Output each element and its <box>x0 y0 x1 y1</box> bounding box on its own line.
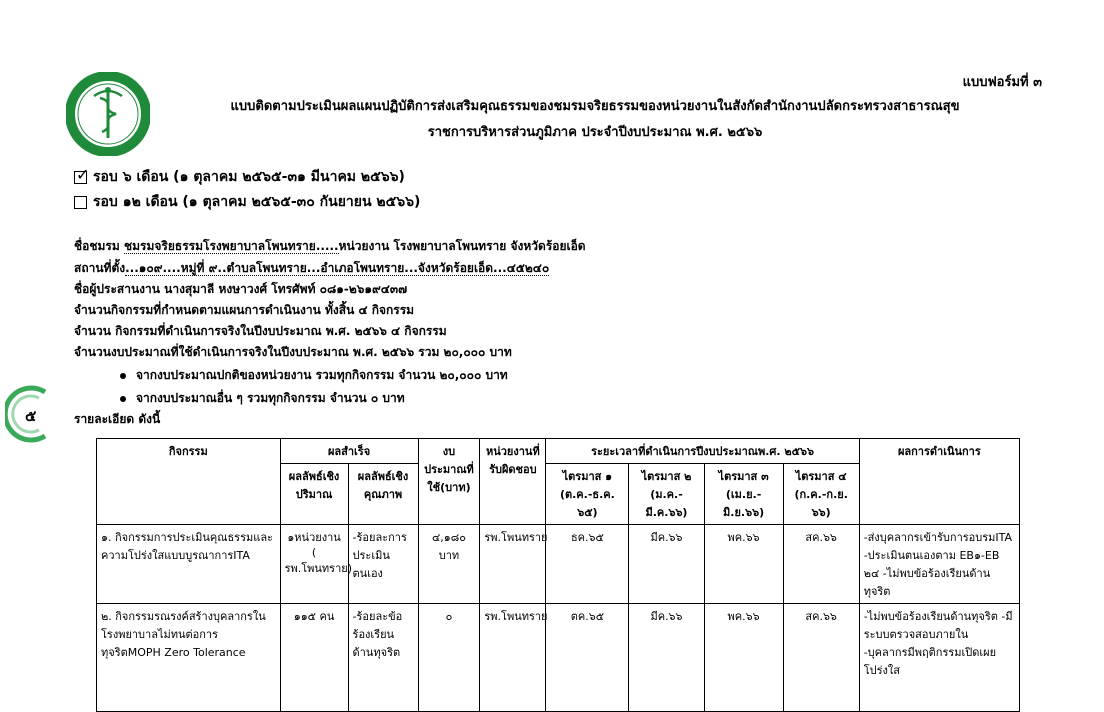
header-unit: หน่วยงานที่รับผิดชอบ <box>480 439 546 525</box>
coordinator-line: ชื่อผู้ประสานงาน นางสุมาลี หงษาวงศ์ โทรศัพท์ ๐๘๑-๒๖๑๙๔๓๗ <box>74 282 408 296</box>
cell-q2: มีค.๖๖ <box>629 525 704 604</box>
header-q3: ไตรมาส ๓ (เม.ย.-มิ.ย.๖๖) <box>704 464 783 525</box>
header-budget: งบประมาณที่ใช้(บาท) <box>418 439 480 525</box>
round-label: รอบ ๖ เดือน (๑ ตุลาคม ๒๕๖๕-๓๑ มีนาคม ๒๕๖๖) <box>93 169 405 185</box>
header-q4: ไตรมาส ๔ (ก.ค.-ก.ย. ๖๖) <box>783 464 859 525</box>
ministry-logo <box>66 72 150 156</box>
checkbox-unchecked-icon[interactable] <box>74 196 87 209</box>
page-number-badge <box>5 384 51 444</box>
cell-outcome: -ส่งบุคลากรเข้ารับการอบรมITA -ประเมินตนเองตาม EB๑-EB ๒๔ -ไม่พบข้อร้องเรียนด้านทุจริต <box>859 525 1019 604</box>
round-12-month[interactable] <box>74 191 420 213</box>
cell-activity: ๑. กิจกรรมการประเมินคุณธรรมและความโปร่งใสแบบบูรณาการITA <box>97 525 281 604</box>
round-6-month[interactable] <box>74 166 405 188</box>
location-prefix: สถานที่ตั้ง <box>74 261 126 275</box>
budget-regular-text: จากงบประมาณปกติของหน่วยงาน รวมทุกกิจกรรม จำนวน ๒๐,๐๐๐ บาท <box>136 368 508 382</box>
header-period: ระยะเวลาที่ดำเนินการปีงบประมาณพ.ศ. ๒๕๖๖ <box>546 439 859 464</box>
cell-q1: ธค.๖๕ <box>546 525 629 604</box>
table-row <box>97 604 1020 712</box>
page-number: ๕ <box>25 407 37 425</box>
header-result: ผลสำเร็จ <box>280 439 418 464</box>
cell-quality: -ร้อยละข้อร้องเรียนด้านทุจริต <box>348 604 418 712</box>
cell-q4: สค.๖๖ <box>783 525 859 604</box>
cell-quality: -ร้อยละการประเมินตนเอง <box>348 525 418 604</box>
cell-q2: มีค.๖๖ <box>629 604 704 712</box>
cell-budget: ๔,๑๘๐ บาท <box>418 525 480 604</box>
checkbox-checked-icon[interactable]: ✓ <box>76 164 90 184</box>
header-quantity: ผลลัพธ์เชิงปริมาณ <box>280 464 348 525</box>
cell-quantity: ๑หน่วยงาน ( รพ.โพนทราย) <box>280 525 348 604</box>
cell-quantity: ๑๑๕ คน <box>280 604 348 712</box>
form-number: แบบฟอร์มที่ ๓ <box>962 75 1042 90</box>
cell-unit: รพ.โพนทราย <box>480 525 546 604</box>
bullet-icon <box>120 396 126 402</box>
details-label: รายละเอียด ดังนี้ <box>74 412 161 426</box>
budget-other-text: จากงบประมาณอื่น ๆ รวมทุกกิจกรรม จำนวน ๐ บาท <box>136 391 405 405</box>
header-activity: กิจกรรม <box>97 439 281 525</box>
location-line <box>74 259 549 278</box>
header-outcome: ผลการดำเนินการ <box>859 439 1019 525</box>
planned-activities-line: จำนวนกิจกรรมที่กำหนดตามแผนการดำเนินงาน ทั้งสิ้น ๔ กิจกรรม <box>74 303 415 317</box>
cell-outcome: -ไม่พบข้อร้องเรียนด้านทุจริต -มีระบบตรวจสอบภายใน -บุคลากรมีพฤติกรรมเปิดเผยโปร่งใส <box>859 604 1019 712</box>
budget-regular-item <box>120 366 508 385</box>
round-label: รอบ ๑๒ เดือน (๑ ตุลาคม ๒๕๖๕-๓๐ กันยายน ๒๕๖๖) <box>93 194 421 210</box>
club-unit: หน่วยงาน โรงพยาบาลโพนทราย จังหวัดร้อยเอ็ด <box>338 239 586 253</box>
cell-activity: ๒. กิจกรรมรณรงค์สร้างบุคลากรในโรงพยาบาลไม่ทนต่อการทุจริตMOPH Zero Tolerance <box>97 604 281 712</box>
cell-q3: พค.๖๖ <box>704 604 783 712</box>
club-name: ชมรมจริยธรรมโรงพยาบาลโพนทราย..... <box>123 239 339 253</box>
table-row <box>97 525 1020 604</box>
cell-q4: สค.๖๖ <box>783 604 859 712</box>
header-q2: ไตรมาส ๒ (ม.ค.-มี.ค.๖๖) <box>629 464 704 525</box>
budget-other-item <box>120 389 405 408</box>
page-title: แบบติดตามประเมินผลแผนปฏิบัติการส่งเสริมคุณธรรมของชมรมจริยธรรมของหน่วยงานในสังกัดสำนักงานปลัดกระทรวงสาธารณสุข <box>230 99 960 114</box>
actual-activities-line: จำนวน กิจกรรมที่ดำเนินการจริงในปีงบประมาณ พ.ศ. ๒๕๖๖ ๔ กิจกรรม <box>74 324 447 338</box>
page-subtitle: ราชการบริหารส่วนภูมิภาค ประจำปีงบประมาณ พ.ศ. ๒๕๖๖ <box>427 125 763 140</box>
header-quality: ผลลัพธ์เชิงคุณภาพ <box>348 464 418 525</box>
cell-unit: รพ.โพนทราย <box>480 604 546 712</box>
budget-used-line: จำนวนงบประมาณที่ใช้ดำเนินการจริงในปีงบประมาณ พ.ศ. ๒๕๖๖ รวม ๒๐,๐๐๐ บาท <box>74 345 512 359</box>
club-prefix: ชื่อชมรม <box>74 239 124 253</box>
bullet-icon <box>120 373 126 379</box>
cell-q3: พค.๖๖ <box>704 525 783 604</box>
location-value: ...๑๐๙....หมู่ที่ ๙..ตำบลโพนทราย...อำเภอโพนทราย...จังหวัดร้อยเอ็ด...๔๕๒๔๐ <box>125 261 550 275</box>
cell-q1: ตค.๖๕ <box>546 604 629 712</box>
activity-table <box>96 438 1020 712</box>
header-q1: ไตรมาส ๑ (ต.ค.-ธ.ค. ๖๕) <box>546 464 629 525</box>
cell-budget: ๐ <box>418 604 480 712</box>
club-line <box>74 237 586 256</box>
